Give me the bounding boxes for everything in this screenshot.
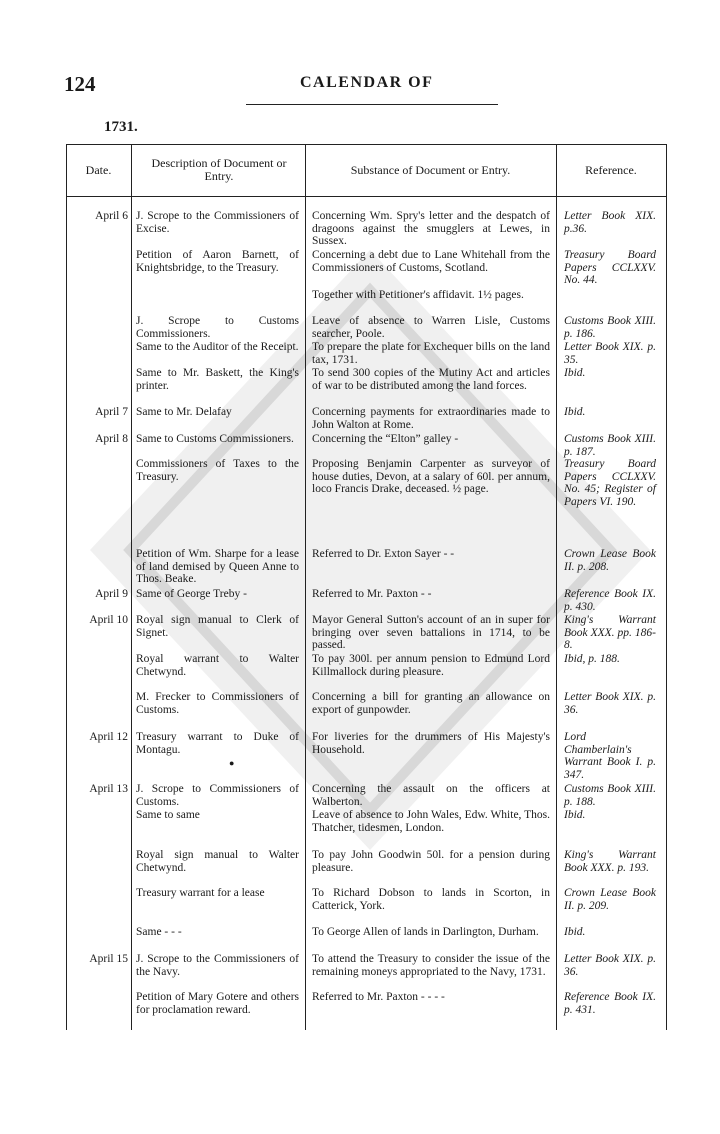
entry-substance: Concerning Wm. Spry's letter and the despatch of dragoons against the smugglers at Lewes, in Sussex. [312, 210, 550, 248]
entry-substance: Concerning a bill for granting an allowance on export of gunpowder. [312, 691, 550, 716]
entry-reference: Customs Book XIII. p. 187. [564, 433, 656, 458]
entry-description: J. Scrope to the Commissioners of the Navy. [136, 953, 299, 978]
entry-date: April 13 [89, 783, 128, 795]
ink-mark: ● [229, 758, 235, 768]
page-number: 124 [64, 72, 96, 96]
entry-substance: Referred to Mr. Paxton - - - - [312, 991, 445, 1003]
column-header-substance: Substance of Document or Entry. [350, 162, 511, 177]
entry-description: Royal sign manual to Walter Chetwynd. [136, 849, 299, 874]
entry-date: April 8 [95, 433, 128, 445]
entry-substance: To attend the Treasury to consider the issue of the remaining moneys appropriated to the Navy, 1731. [312, 953, 550, 978]
running-head: CALENDAR OF [300, 74, 434, 91]
entry-date: April 10 [89, 614, 128, 626]
entry-reference: Lord Chamberlain's Warrant Book I. p. 347. [564, 731, 656, 781]
entry-description: Treasury warrant to Duke of Montagu. [136, 731, 299, 756]
entry-description: Commissioners of Taxes to the Treasury. [136, 458, 299, 483]
entry-description: J. Scrope to Customs Commissioners. [136, 315, 299, 340]
column-divider-date [131, 144, 132, 1030]
entry-description: J. Scrope to the Commissioners of Excise. [136, 210, 299, 235]
entry-substance: Concerning the “Elton” galley - [312, 433, 459, 445]
entry-reference: Reference Book IX. p. 431. [564, 991, 656, 1016]
entry-reference: Crown Lease Book II. p. 209. [564, 887, 656, 912]
entry-description: Same of George Treby - [136, 588, 247, 600]
entry-reference: Customs Book XIII. p. 186. [564, 315, 656, 340]
entry-description: Royal warrant to Walter Chetwynd. [136, 653, 299, 678]
year-heading: 1731. [104, 119, 138, 135]
column-header-description: Description of Document or Entry. [151, 156, 287, 183]
entry-reference: Ibid. [564, 406, 586, 418]
entry-substance: To pay John Goodwin 50l. for a pension during pleasure. [312, 849, 550, 874]
entry-reference: Letter Book XIX. p. 35. [564, 341, 656, 366]
entry-substance: Concerning the assault on the officers at Walberton. [312, 783, 550, 808]
entry-substance: Mayor General Sutton's account of an in super for bringing over seven battalions in 1714, to be passed. [312, 614, 550, 652]
entry-substance: To Richard Dobson to lands in Scorton, in Catterick, York. [312, 887, 550, 912]
entry-description: Treasury warrant for a lease [136, 887, 265, 899]
entry-substance: To send 300 copies of the Mutiny Act and articles of war to be distributed among the land forces. [312, 367, 550, 392]
entry-reference: Ibid. [564, 809, 586, 821]
entry-description: J. Scrope to Commissioners of Customs. [136, 783, 299, 808]
entry-substance: Concerning payments for extraordinaries made to John Walton at Rome. [312, 406, 550, 431]
entry-reference: Customs Book XIII. p. 188. [564, 783, 656, 808]
entry-substance: Referred to Dr. Exton Sayer - - [312, 548, 455, 560]
entry-substance: To prepare the plate for Exchequer bills on the land tax, 1731. [312, 341, 550, 366]
entry-substance: Together with Petitioner's affidavit. 1½ pages. [312, 289, 524, 301]
column-header-reference: Reference. [585, 162, 637, 177]
column-divider-substance [556, 144, 557, 1030]
entry-date: April 15 [89, 953, 128, 965]
entry-reference: Letter Book XIX. p. 36. [564, 691, 656, 716]
table-border-right [666, 144, 667, 1030]
entry-description: Same to same [136, 809, 200, 821]
entry-substance: Concerning a debt due to Lane Whitehall from the Commissioners of Customs, Scotland. [312, 249, 550, 274]
entry-substance: Leave of absence to Warren Lisle, Customs searcher, Poole. [312, 315, 550, 340]
entry-date: April 7 [95, 406, 128, 418]
entry-substance: Referred to Mr. Paxton - - [312, 588, 432, 600]
entry-date: April 12 [89, 731, 128, 743]
entry-reference: Treasury Board Papers CCLXXV. No. 44. [564, 249, 656, 287]
entry-reference: Ibid, p. 188. [564, 653, 620, 665]
table-border-left [66, 144, 67, 1030]
entry-reference: Ibid. [564, 926, 586, 938]
table-header-rule [66, 196, 666, 197]
entry-reference: Reference Book IX. p. 430. [564, 588, 656, 613]
entry-reference: Treasury Board Papers CCLXXV. No. 45; Register of Papers VI. 190. [564, 458, 656, 508]
entry-reference: Ibid. [564, 367, 586, 379]
entry-description: Same - - - [136, 926, 182, 938]
column-divider-description [305, 144, 306, 1030]
entry-description: Petition of Aaron Barnett, of Knightsbridge, to the Treasury. [136, 249, 299, 274]
entry-reference: King's Warrant Book XXX. p. 193. [564, 849, 656, 874]
column-header-date: Date. [85, 162, 112, 177]
entry-substance: Proposing Benjamin Carpenter as surveyor of house duties, Devon, at a salary of 60l. per annum, loco Francis Drake, deceased. ½ page. [312, 458, 550, 496]
entry-description: Same to the Auditor of the Receipt. [136, 341, 299, 353]
entry-reference: King's Warrant Book XXX. pp. 186-8. [564, 614, 656, 652]
entry-substance: For liveries for the drummers of His Majesty's Household. [312, 731, 550, 756]
entry-description: Same to Mr. Baskett, the King's printer. [136, 367, 299, 392]
entry-substance: To pay 300l. per annum pension to Edmund Lord Killmallock during pleasure. [312, 653, 550, 678]
entry-description: Same to Mr. Delafay [136, 406, 232, 418]
entry-date: April 6 [95, 210, 128, 222]
entry-description: Petition of Wm. Sharpe for a lease of land demised by Queen Anne to Thos. Beake. [136, 548, 299, 586]
entry-reference: Letter Book XIX. p. 36. [564, 953, 656, 978]
entry-substance: Leave of absence to John Wales, Edw. White, Thos. Thatcher, tidesmen, London. [312, 809, 550, 834]
head-rule [246, 104, 498, 105]
entry-date: April 9 [95, 588, 128, 600]
entry-description: Petition of Mary Gotere and others for proclamation reward. [136, 991, 299, 1016]
entry-substance: To George Allen of lands in Darlington, Durham. [312, 926, 539, 938]
entry-description: M. Frecker to Commissioners of Customs. [136, 691, 299, 716]
entry-description: Royal sign manual to Clerk of Signet. [136, 614, 299, 639]
entry-reference: Letter Book XIX. p.36. [564, 210, 656, 235]
entry-description: Same to Customs Commissioners. [136, 433, 294, 445]
entry-reference: Crown Lease Book II. p. 208. [564, 548, 656, 573]
